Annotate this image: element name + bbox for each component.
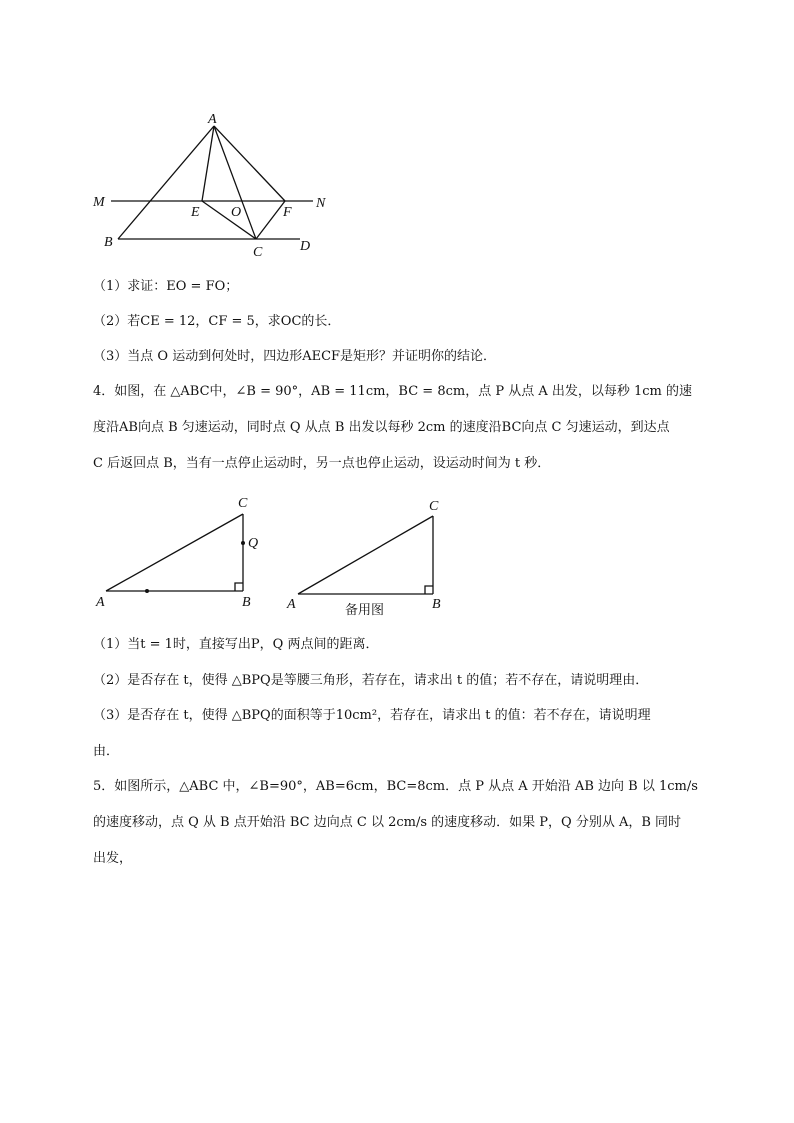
label-c3: C	[429, 499, 439, 514]
figure-triangle-abc-spare	[298, 516, 433, 594]
label-b3: B	[432, 597, 441, 612]
q4-line1: 4．如图，在 △ABC中，∠B = 90°，AB = 11cm，BC = 8cm，点 P 从点 A 出发，以每秒 1cm 的速	[93, 384, 693, 399]
label-e: E	[191, 205, 200, 220]
point-p	[145, 589, 149, 593]
segment-ab	[118, 126, 214, 239]
q4-line2: 度沿AB向点 B 匀速运动，同时点 Q 从点 B 出发以每秒 2cm 的速度沿BC向点 C 匀速运动，到达点	[93, 420, 670, 435]
label-c: C	[253, 245, 263, 260]
q5-line3: 出发，	[93, 851, 133, 866]
q4-part3-line1: （3）是否存在 t，使得 △BPQ的面积等于10cm²，若存在，请求出 t 的值：若不存在，请说明理	[93, 708, 651, 723]
point-q	[241, 541, 245, 545]
q4-part2: （2）是否存在 t，使得 △BPQ是等腰三角形，若存在，请求出 t 的值；若不存在，请说明理由．	[93, 673, 649, 688]
q5-line1: 5．如图所示，△ABC 中，∠B=90°，AB=6cm，BC=8cm．点 P 从点 A 开始沿 AB 边向 B 以 1cm/s	[93, 779, 698, 794]
label-a3: A	[287, 597, 296, 612]
label-o: O	[231, 205, 242, 220]
label-a2: A	[96, 595, 105, 610]
segment-fc	[256, 201, 285, 239]
label-d: D	[300, 239, 311, 254]
q3-part3: （3）当点 O 运动到何处时，四边形AECF是矩形？并证明你的结论．	[93, 349, 497, 364]
q4-part3-line2: 由．	[93, 744, 120, 759]
q3-part2: （2）若CE = 12，CF = 5，求OC的长．	[93, 314, 341, 329]
figure-caption: 备用图	[345, 603, 385, 618]
q3-part1: （1）求证：EO = FO；	[93, 279, 239, 294]
segment-ec	[202, 201, 256, 239]
label-b: B	[104, 235, 113, 250]
label-f: F	[283, 205, 292, 220]
label-m: M	[93, 195, 105, 210]
q4-line3: C 后返回点 B，当有一点停止运动时，另一点也停止运动，设运动时间为 t 秒．	[93, 456, 551, 471]
label-a: A	[208, 112, 217, 127]
label-c2: C	[238, 496, 248, 511]
figure-triangle-abc-main	[106, 514, 243, 591]
label-q: Q	[248, 536, 259, 551]
q5-line2: 的速度移动，点 Q 从 B 点开始沿 BC 边向点 C 以 2cm/s 的速度移动．如果 P，Q 分别从 A，B 同时	[93, 815, 682, 830]
label-n: N	[316, 196, 326, 211]
label-b2: B	[242, 595, 251, 610]
q4-part1: （1）当t = 1时，直接写出P，Q 两点间的距离．	[93, 637, 379, 652]
segment-ac	[214, 126, 256, 239]
segment-af	[214, 126, 285, 201]
